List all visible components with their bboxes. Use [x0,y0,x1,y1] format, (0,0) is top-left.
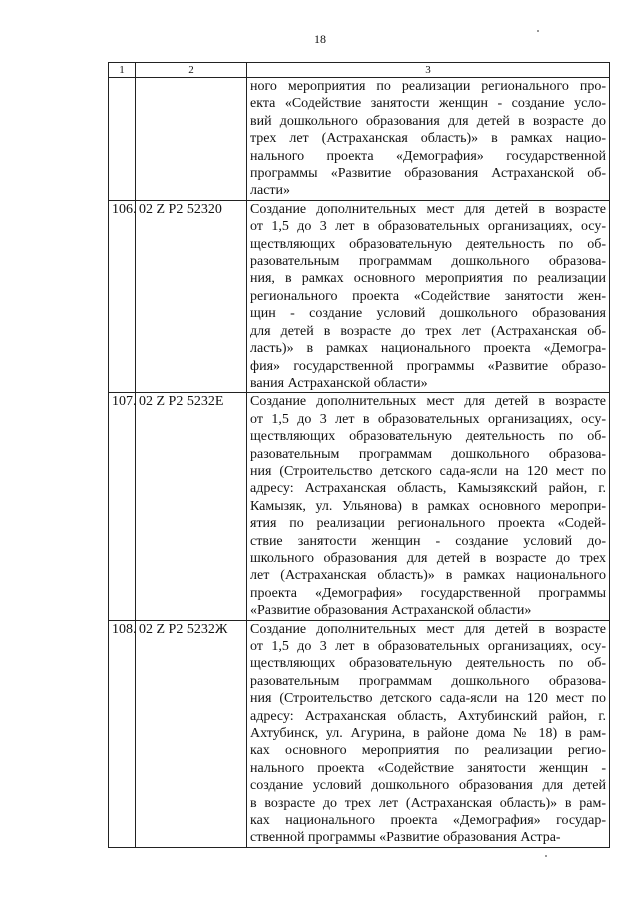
description-line: ного мероприятия по реализации регионального про- [250,79,606,94]
description-line: ках национального проекта «Демография» государ- [250,813,606,829]
expenditure-description [247,200,610,392]
description-line: ласти» [250,183,291,199]
column-header-2: 2 [136,63,247,78]
table-row [109,200,610,392]
description-line: Создание дополнительных мест для детей в возрасте [250,394,606,410]
description-line: вий дошкольного образования для детей в возрасте до [250,113,606,129]
description-line: ния (Строительство детского сада-ясли на 120 мест по [250,691,606,707]
budget-code: 02 Z P2 5232Ж [136,620,247,847]
expenditure-description [247,393,610,620]
budget-code: 02 Z P2 5232E [136,393,247,620]
table-header-row [109,63,610,78]
description-line: ществляющих образовательную деятельность по об- [250,656,606,672]
page-number: 18 [314,32,326,46]
column-header-3: 3 [247,63,610,78]
description-line: фия» государственной программы «Развитие образо- [250,358,606,374]
description-line: ласть)» в рамках национального проекта «Демогра- [250,341,606,357]
description-line: адресу: Астраханская область, Камызякский район, г. [250,481,606,497]
row-number: 106. [109,200,136,392]
description-line: Создание дополнительных мест для детей в возрасте [250,621,606,637]
table-row [109,78,610,201]
description-line: ния (Строительство детского сада-ясли на 120 мест по [250,463,606,479]
description-line: ятия по реализации регионального проекта «Содей- [250,516,606,532]
description-line: разовательным программам дошкольного образова- [250,446,606,462]
column-header-1: 1 [109,63,136,78]
description-line: щин - создание условий дошкольного образования [250,306,606,322]
description-line: вания Астраханской области» [250,375,428,391]
scan-speck [537,30,539,32]
description-line: для детей в возрасте до трех лет (Астраханская об- [250,323,606,339]
description-line: нального проекта «Содействие занятости женщин - [250,760,606,776]
description-line: разовательным программам дошкольного образова- [250,254,606,270]
table-row [109,393,610,620]
description-line: программы «Развитие образования Астраханской об- [250,166,606,182]
description-line: трех лет (Астраханская область)» в рамках нацио- [250,131,606,147]
description-line: ствие занятости женщин - создание условий до- [250,533,606,549]
scan-speck [545,855,547,857]
budget-code [136,78,247,201]
description-line: создание условий дошкольного образования для детей [250,778,606,794]
description-line: от 1,5 до 3 лет в образовательных организациях, осу- [250,639,606,654]
description-line: ственной программы «Развитие образования Астра- [250,830,561,846]
description-line: проекта «Демография» государственной программы [250,585,606,601]
description-line: ния, в рамках основного мероприятия по реализации [250,271,606,287]
description-line: ках основного мероприятия по реализации регио- [250,743,606,759]
description-line: от 1,5 до 3 лет в образовательных организациях, осу- [250,411,606,427]
budget-classification-table [108,62,610,848]
table-body [109,78,610,848]
budget-code: 02 Z P2 52320 [136,200,247,392]
description-line: адресу: Астраханская область, Ахтубинский район, г. [250,708,606,724]
description-line: от 1,5 до 3 лет в образовательных организациях, осу- [250,219,606,235]
description-line: лет (Астраханская область)» в рамках национального [250,568,606,584]
description-line: разовательным программам дошкольного образова- [250,673,606,689]
row-number: 107. [109,393,136,620]
description-line: Ахтубинск, ул. Агурина, в районе дома № 18) в рам- [250,726,606,742]
description-line: ществляющих образовательную деятельность по об- [250,236,606,252]
description-line: «Развитие образования Астраханской области» [250,603,532,619]
description-line: школьного образования для детей в возрасте до трех [250,550,606,566]
description-line: в возрасте до трех лет (Астраханская область)» в рам- [250,795,606,811]
description-line: ществляющих образовательную деятельность по об- [250,429,606,445]
expenditure-description [247,78,610,201]
row-number: 108. [109,620,136,847]
expenditure-description [247,620,610,847]
table-row [109,620,610,847]
row-number [109,78,136,201]
description-line: екта «Содействие занятости женщин - создание усло- [250,96,606,112]
description-line: Создание дополнительных мест для детей в возрасте [250,201,606,217]
description-line: Камызяк, ул. Ульянова) в рамках основного меропри- [250,498,606,514]
description-line: нального проекта «Демография» государственной [250,148,606,164]
description-line: регионального проекта «Содействие занятости жен- [250,288,606,304]
